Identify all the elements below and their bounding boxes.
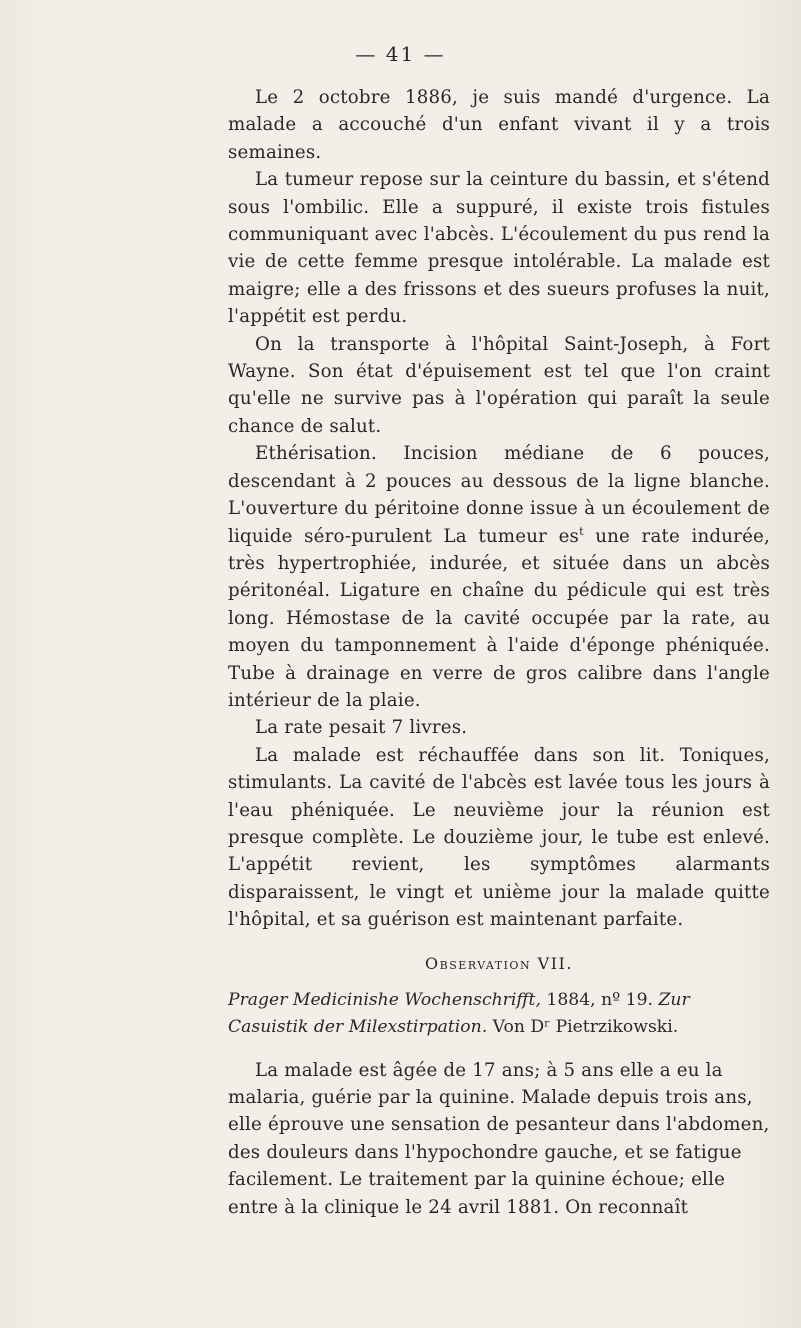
reference-author: Von Dʳ Pietrzikowski. — [487, 1016, 679, 1037]
observation-heading: Observation VII. — [425, 953, 573, 973]
paragraph-urgent-call: Le 2 octobre 1886, je suis mandé d'urgence. La malade a accouché d'un enfant vivant il y a trois semaines. — [228, 87, 770, 163]
paragraph-hospital-transfer: On la transporte à l'hôpital Saint-Joseph, à Fort Wayne. Son état d'épuisement est tel que l'on craint qu'elle ne survive pas à l'opération qui paraît la seule chance de salut. — [228, 333, 770, 437]
paragraph-case-history: La malade est âgée de 17 ans; à 5 ans elle a eu la malaria, guérie par la quinine. Malade depuis trois ans, elle éprouve une sensation de pesanteur dans l'abdomen, des douleurs dans l'hypochondre gauche, et se fatigue facilement. Le traitement par la quinine échoue; elle entre à la clinique le 24 avril 1881. On reconnaît — [228, 1059, 770, 1218]
paragraph-tumor-description: La tumeur repose sur la ceinture du bassin, et s'étend sous l'ombilic. Elle a suppuré, il existe trois fistules communiquant avec l'abcès. L'écoulement du pus rend la vie de cette femme presque intolérable. La malade est maigre; elle a des frissons et des sueurs profuses la nuit, l'appétit est perdu. — [228, 169, 770, 328]
bibliographic-reference — [228, 987, 770, 1041]
page-body — [228, 84, 770, 1221]
reference-journal: Prager Medicinishe Wochenschrifft, — [228, 989, 541, 1010]
superscript-t: t — [579, 524, 584, 538]
paragraph-recovery: La malade est réchauffée dans son lit. Toniques, stimulants. La cavité de l'abcès est lavée tous les jours à l'eau phéniquée. Le neuvième jour la réunion est presque complète. Le douzième jour, le tube est enlevé. L'appétit revient, les symptômes alarmants disparaissent, le vingt et unième jour la malade quitte l'hôpital, et sa guérison est maintenant parfaite. — [228, 744, 770, 931]
paragraph-spleen-weight: La rate pesait 7 livres. — [255, 717, 468, 739]
paragraph-operation — [228, 440, 770, 714]
reference-year-issue: 1884, nº 19. — [540, 989, 659, 1010]
page-number: — 41 — — [355, 42, 446, 66]
reference-title: Zur Casuistik der Milexstirpation. — [228, 989, 690, 1037]
operation-text-part-2: une rate indurée, très hypertrophiée, indurée, et située dans un abcès péritonéal. Ligature en chaîne du pédicule qui est très long. Hémostase de la cavité occupée par la rate, au moyen du tamponnement à l'aide d'éponge phéniquée. Tube à drainage en verre de gros calibre dans l'angle intérieur de la plaie. — [228, 525, 770, 711]
operation-text-part-1: Ethérisation. Incision médiane de 6 pouces, descendant à 2 pouces au dessous de la ligne blanche. L'ouverture du péritoine donne issue à un écoulement de liquide séro-purulent La tumeur es — [228, 443, 770, 547]
